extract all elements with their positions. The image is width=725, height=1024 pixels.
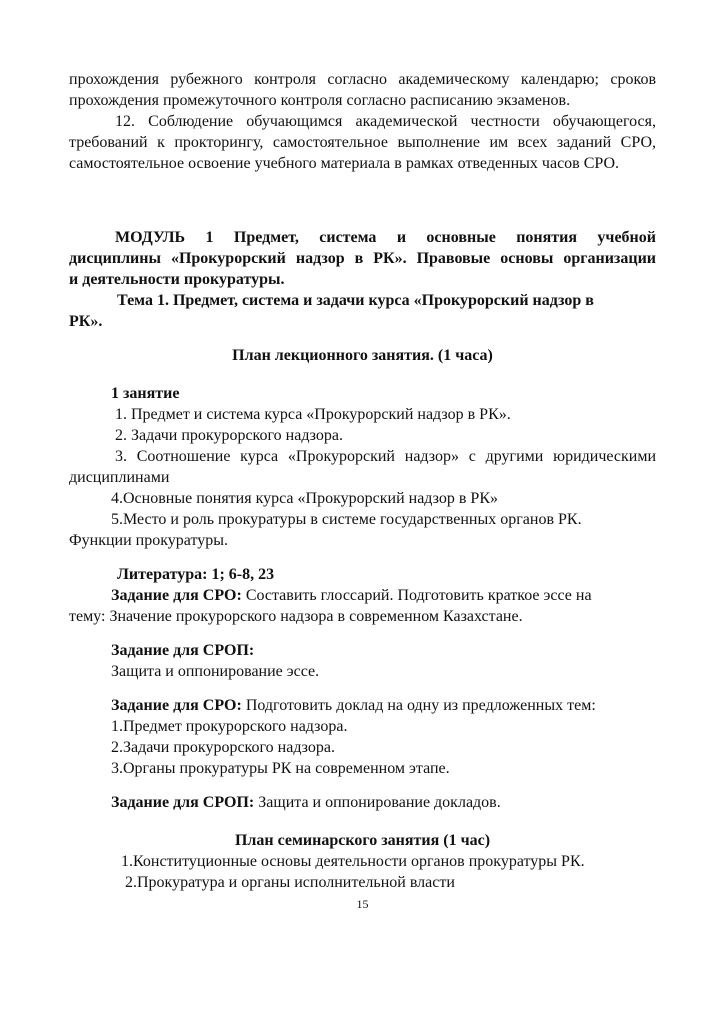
lecture-item-3-line-2: дисциплинами (69, 469, 170, 486)
page-number: 15 (356, 897, 369, 911)
srop-task-1-text: Защита и оппонирование эссе. (111, 663, 320, 680)
session-label: 1 занятие (111, 385, 180, 402)
item-12-line-2: требований к прокторингу, самостоятельное выполнение им всех заданий СРО, (69, 134, 656, 151)
sro-task-1-line-1 (111, 586, 656, 606)
lecture-plan-heading: План лекционного занятия. (1 часа) (232, 347, 493, 364)
lecture-item-5-line-1: 5.Место и роль прокуратуры в системе государственных органов РК. (111, 511, 582, 528)
item-12-line-1: 12. Соблюдение обучающимся академической честности обучающегося, (115, 113, 656, 130)
sro-task-2-text: Подготовить доклад на одну из предложенных тем: (241, 697, 596, 714)
literature-line: Литература: 1; 6-8, 23 (117, 566, 275, 583)
sro-topic-1: 1.Предмет прокурорского надзора. (111, 718, 348, 735)
sro-task-2-line (111, 696, 656, 716)
item-12-line-3: самостоятельное освоение учебного материала в рамках отведенных часов СРО. (69, 155, 620, 172)
module-heading-line-3: и деятельности прокуратуры. (69, 271, 285, 288)
seminar-plan-heading: План семинарского занятия (1 час) (234, 832, 491, 849)
sro-task-1-label: Задание для СРО: (111, 587, 242, 604)
lecture-item-4: 4.Основные понятия курса «Прокурорский надзор в РК» (111, 490, 498, 507)
srop-task-1-label: Задание для СРОП: (111, 642, 255, 659)
module-heading-line-1: МОДУЛЬ 1 Предмет, система и основные понятия учебной (115, 229, 656, 246)
lecture-item-2: 2. Задачи прокурорского надзора. (115, 427, 343, 444)
lecture-item-3-line-1: 3. Соотношение курса «Прокурорский надзор» с другими юридическими (115, 448, 656, 465)
module-heading-line-2: дисциплины «Прокурорский надзор в РК». Правовые основы организации (69, 250, 656, 267)
seminar-item-1: 1.Конституционные основы деятельности органов прокуратуры РК. (121, 853, 585, 870)
intro-line-1: прохождения рубежного контроля согласно академическому календарю; сроков (69, 71, 656, 88)
topic-heading-line-1: Тема 1. Предмет, система и задачи курса «Прокурорский надзор в (117, 292, 594, 309)
seminar-item-2: 2.Прокуратура и органы исполнительной власти (125, 874, 455, 891)
intro-line-2: прохождения промежуточного контроля согласно расписанию экзаменов. (69, 92, 571, 109)
sro-topic-2: 2.Задачи прокурорского надзора. (111, 739, 335, 756)
sro-topic-3: 3.Органы прокуратуры РК на современном этапе. (111, 760, 450, 777)
lecture-item-5-line-2: Функции прокуратуры. (69, 532, 228, 549)
srop-task-2-label: Задание для СРОП: (111, 794, 255, 811)
sro-task-1-text: Составить глоссарий. Подготовить краткое эссе на (241, 587, 592, 604)
topic-heading-line-2: РК». (69, 313, 103, 330)
srop-task-2-text: Защита и оппонирование докладов. (254, 794, 501, 811)
sro-task-1-line-2: тему: Значение прокурорского надзора в современном Казахстане. (69, 608, 523, 625)
lecture-item-1: 1. Предмет и система курса «Прокурорский надзор в РК». (115, 406, 511, 423)
srop-task-2-line (111, 793, 656, 813)
sro-task-2-label: Задание для СРО: (111, 697, 242, 714)
